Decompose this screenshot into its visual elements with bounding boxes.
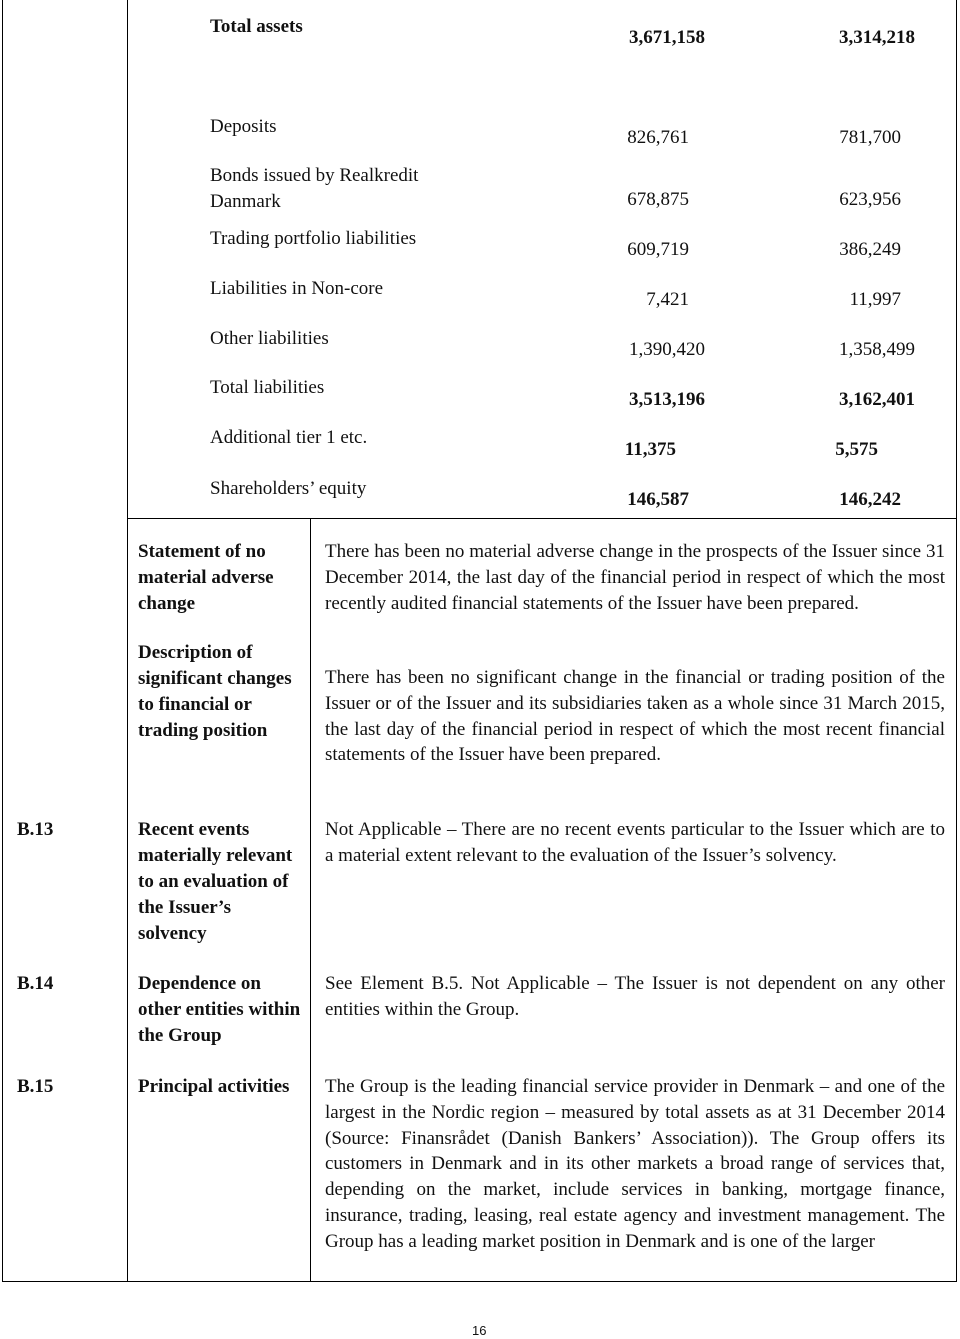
heading-principal-activities: Principal activities bbox=[138, 1076, 290, 1097]
trading-liabilities-label: Trading portfolio liabilities bbox=[210, 228, 417, 249]
other-liabilities-2013: 1,358,499 bbox=[839, 339, 915, 360]
text-principal-activities: The Group is the leading financial service provider in Denmark – and one of the largest in the Nordic region – measured by total assets as at 31 December 2014 (Source: Finansrådet (Danish Bankers’ Association)). The Group offers its customers in Denmark and in its other markets a broad range of services that, depending on the market, include services in banking, mortgage finance, insurance, trading, leasing, real estate agency and investment management. The Group has a leading market position in Denmark and is one of the larger bbox=[325, 1076, 945, 1252]
heading-dependence: Dependence on other entities within the Group bbox=[138, 973, 301, 1046]
total-assets-2014: 3,671,158 bbox=[629, 27, 705, 48]
equity-label: Shareholders’ equity bbox=[210, 478, 367, 499]
heading-significant-changes: Description of significant changes to financial or trading position bbox=[138, 642, 292, 741]
non-core-label: Liabilities in Non-core bbox=[210, 278, 384, 299]
element-id-b15: B.15 bbox=[17, 1076, 54, 1097]
total-liabilities-2014: 3,513,196 bbox=[629, 389, 705, 410]
element-id-b14: B.14 bbox=[17, 973, 54, 994]
table-right-border bbox=[956, 0, 957, 1282]
heading-no-material-adverse-change: Statement of no material adverse change bbox=[138, 541, 274, 614]
equity-2013: 146,242 bbox=[839, 489, 901, 510]
table-bottom-border bbox=[2, 1281, 957, 1282]
equity-2014: 146,587 bbox=[627, 489, 689, 510]
other-liabilities-label: Other liabilities bbox=[210, 328, 329, 349]
text-dependence: See Element B.5. Not Applicable – The Issuer is not dependent on any other entities within the Group. bbox=[325, 973, 945, 1020]
heading-recent-events: Recent events materially relevant to an evaluation of the Issuer’s solvency bbox=[138, 819, 293, 944]
additional-tier1-2013: 5,575 bbox=[835, 439, 878, 460]
table-col1-border bbox=[127, 0, 128, 1282]
bonds-label-line2: Danmark bbox=[210, 191, 281, 212]
additional-tier1-label: Additional tier 1 etc. bbox=[210, 427, 368, 448]
financial-table-bottom-border bbox=[127, 518, 957, 519]
text-recent-events: Not Applicable – There are no recent events particular to the Issuer which are to a material extent relevant to the evaluation of the Issuer’s solvency. bbox=[325, 819, 945, 866]
bonds-label-line1: Bonds issued by Realkredit bbox=[210, 165, 419, 186]
total-liabilities-label: Total liabilities bbox=[210, 377, 325, 398]
text-no-material-adverse-change: There has been no material adverse change in the prospects of the Issuer since 31 December 2014, the last day of the financial period in respect of which the most recently audited financial statements of the Issuer have been prepared. bbox=[325, 541, 945, 614]
element-id-b13: B.13 bbox=[17, 819, 54, 840]
total-assets-label: Total assets bbox=[210, 16, 303, 37]
non-core-2013: 11,997 bbox=[849, 289, 901, 310]
deposits-2014: 826,761 bbox=[627, 127, 689, 148]
trading-liabilities-2013: 386,249 bbox=[839, 239, 901, 260]
page-number: 16 bbox=[472, 1323, 487, 1338]
additional-tier1-2014: 11,375 bbox=[624, 439, 676, 460]
bonds-2013: 623,956 bbox=[839, 189, 901, 210]
table-left-border bbox=[2, 0, 3, 1282]
bonds-2014: 678,875 bbox=[627, 189, 689, 210]
deposits-2013: 781,700 bbox=[839, 127, 901, 148]
total-assets-2013: 3,314,218 bbox=[839, 27, 915, 48]
total-liabilities-2013: 3,162,401 bbox=[839, 389, 915, 410]
non-core-2014: 7,421 bbox=[646, 289, 689, 310]
deposits-label: Deposits bbox=[210, 116, 277, 137]
other-liabilities-2014: 1,390,420 bbox=[629, 339, 705, 360]
table-col2-border bbox=[310, 518, 311, 1282]
text-significant-changes: There has been no significant change in the financial or trading position of the Issuer or of the Issuer and its subsidiaries taken as a whole since 31 March 2015, the last day of the financial period in respect of which the most recent financial statements of the Issuer have been prepared. bbox=[325, 667, 945, 766]
trading-liabilities-2014: 609,719 bbox=[627, 239, 689, 260]
